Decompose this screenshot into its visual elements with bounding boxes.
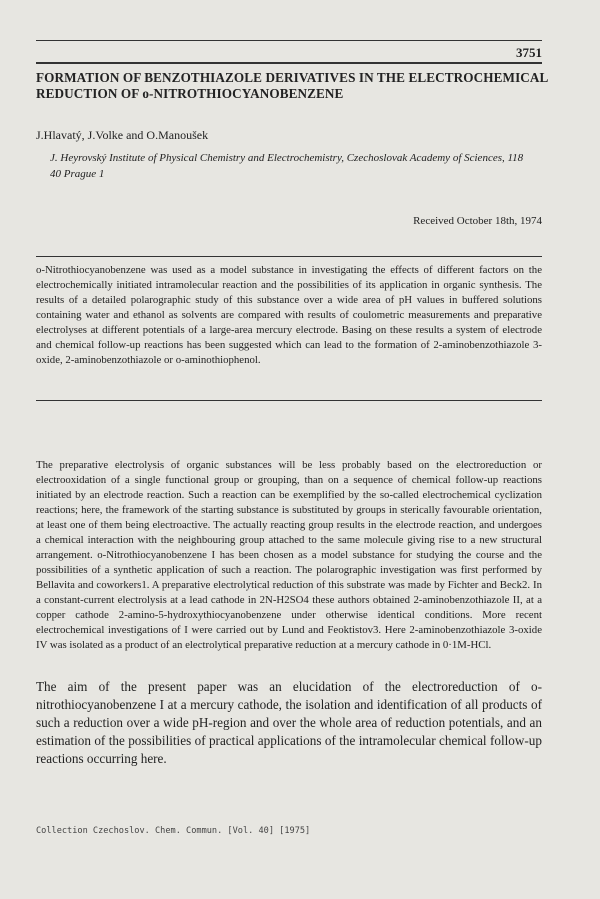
abstract-bottom-rule <box>36 400 542 401</box>
page-number: 3751 <box>516 45 542 60</box>
body-paragraph-1: The preparative electrolysis of organic substances will be less probably based on the electroreduction or electrooxidation of a single functional group or grouping, than on a sequence of chemical follow-up reactions initiated by an electrode reaction. Such a reaction can be exemplified by the so-called electrochemical cyclization reactions; here, the framework of the starting substance is substituted by groups in sterically favourable orientation, at least one of them being electroactive. The actually reacting group results in the electrode reaction, and undergoes a chemical interaction with the neighbouring group attached to the same molecule giving rise to a new structural arrangement. o-Nitrothiocyanobenzene I has been chosen as a model substance for studying the course and the possibilities of a synthetic application of such a reaction. The polarographic investigation was first performed by Bellavita and coworkers1. A preparative electrolytical reduction of this substrate was made by Fichter and Beck2. In a constant-current electrolysis at a lead cathode in 2N-H2SO4 these authors obtained 2-aminobenzothiazole II, at a copper cathode 2-amino-5-hydroxythiocyanobenzene under otherwise identical conditions. More recent electrochemical investigations of I were carried out by Lund and Feoktistov3. Here 2-aminobenzothiazole 3-oxide IV was isolated as a product of an electrolytical preparative reduction at a mercury cathode in 0·1M-HCl. <box>36 459 542 651</box>
abstract-top-rule <box>36 256 542 257</box>
header-rule <box>36 62 542 64</box>
body-section-2 <box>36 678 542 768</box>
abstract-text: o-Nitrothiocyanobenzene was used as a model substance in investigating the effects of different factors on the electrochemically initiated intramolecular reaction and the possibilities of its application in organic synthesis. The results of a detailed polarographic study of this substance over a wide area of pH values in buffered solutions containing water and ethanol as solvents are compared with results of coulometric measurements and preparative electrolyses at different potentials of a large-area mercury electrode. Basing on these results a system of electrode and chemical follow-up reactions has been suggested which can lead to the formation of 2-aminobenzothiazole 3-oxide, 2-aminobenzothiazole or o-aminothiophenol. <box>36 264 542 366</box>
authors: J.Hlavatý, J.Volke and O.Manoušek <box>36 128 209 142</box>
body-paragraph-2: The aim of the present paper was an elucidation of the electroreduction of o-nitrothiocyanobenzene I at a mercury cathode, the isolation and identification of all products of such a reduction over a wide pH-region and over the whole area of reduction potentials, and an estimation of the possibilities of practical applications of the intramolecular chemical follow-up reactions occurring here. <box>36 679 542 766</box>
body-section-1 <box>36 458 542 653</box>
received-date: Received October 18th, 1974 <box>413 215 542 227</box>
article-title: FORMATION OF BENZOTHIAZOLE DERIVATIVES IN THE ELECTROCHEMICAL REDUCTION OF o-NITROTHIOCYANOBENZENE <box>36 70 548 101</box>
top-rule <box>36 40 542 41</box>
affiliation: J. Heyrovský Institute of Physical Chemistry and Electrochemistry, Czechoslovak Academy of Sciences, 118 40 Prague 1 <box>50 152 524 180</box>
journal-footer: Collection Czechoslov. Chem. Commun. [Vol. 40] [1975] <box>36 826 311 836</box>
abstract <box>36 263 542 368</box>
